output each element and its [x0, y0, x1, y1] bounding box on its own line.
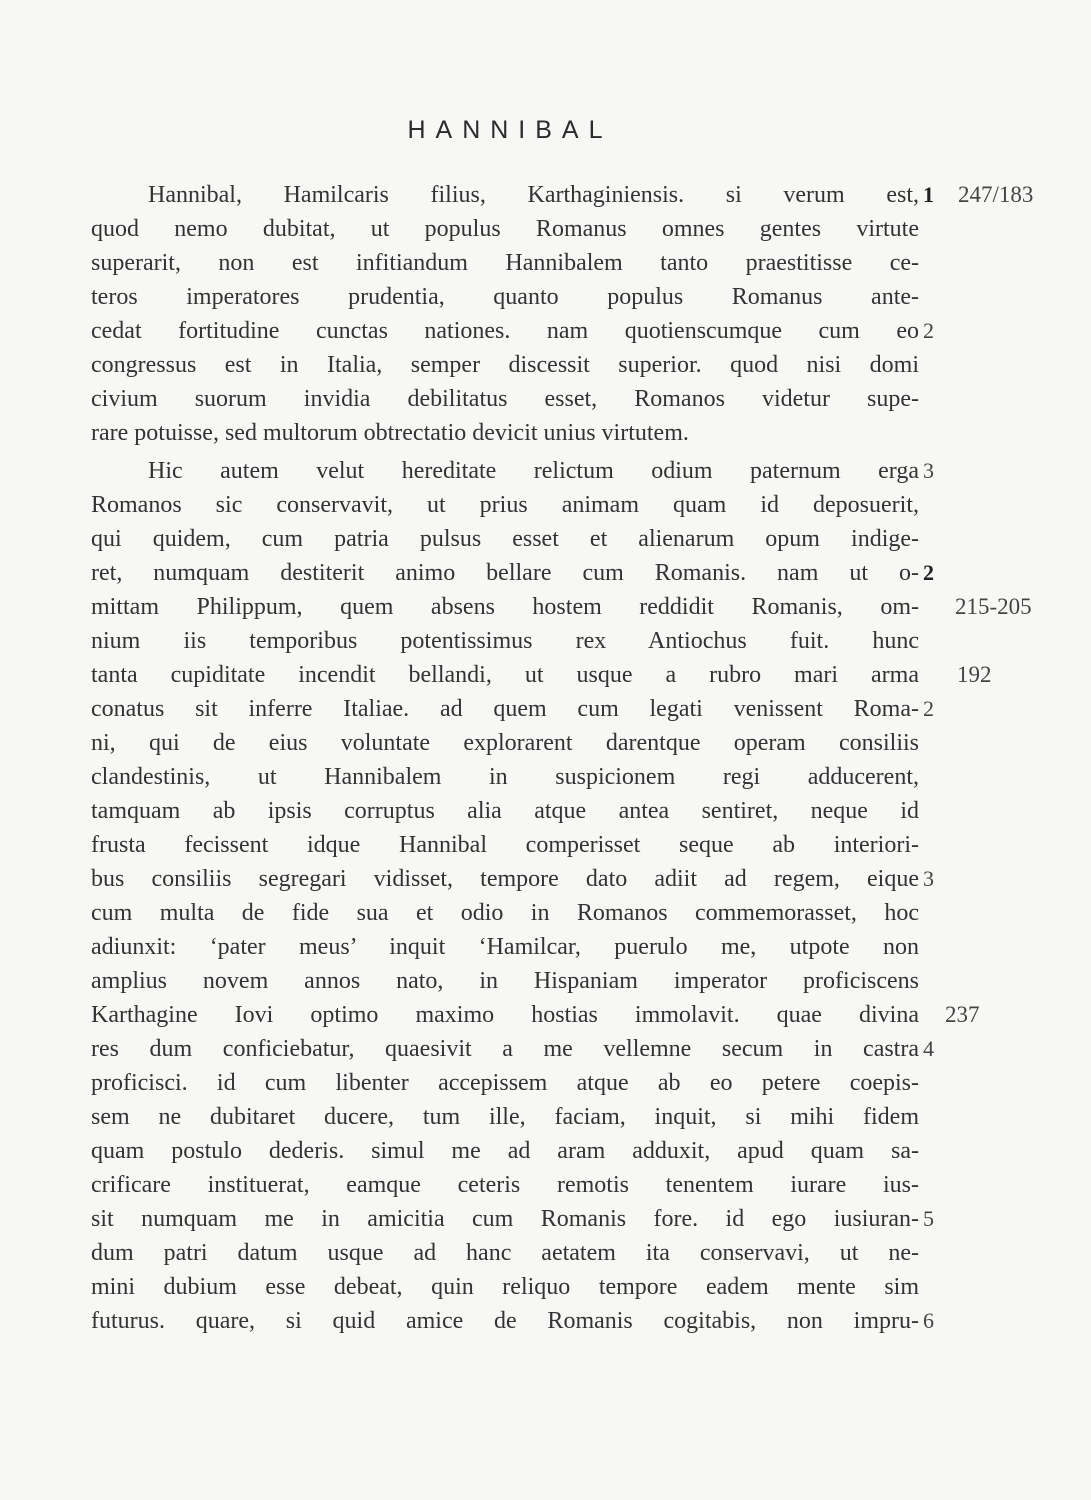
- text-line: proficisci. id cum libenter accepissem atque ab eo petere coepis-: [91, 1070, 919, 1096]
- text-line: rare potuisse, sed multorum obtrectatio devicit unius virtutem.: [91, 420, 689, 446]
- section-number: 6: [923, 1308, 934, 1333]
- year-note: 237: [945, 1002, 980, 1027]
- text-line: sem ne dubitaret ducere, tum ille, faciam, inquit, si mihi fidem: [91, 1104, 919, 1130]
- text-line: Hannibal, Hamilcaris filius, Karthaginiensis. si verum est,: [148, 182, 919, 208]
- text-line: futurus. quare, si quid amice de Romanis cogitabis, non impru-: [91, 1308, 919, 1334]
- text-line: civium suorum invidia debilitatus esset, Romanos videtur supe-: [91, 386, 919, 412]
- text-line: dum patri datum usque ad hanc aetatem ita conservavi, ut ne-: [91, 1240, 919, 1266]
- text-line: teros imperatores prudentia, quanto populus Romanus ante-: [91, 284, 919, 310]
- text-line: clandestinis, ut Hannibalem in suspicionem regi adducerent,: [91, 764, 919, 790]
- text-line: quam postulo dederis. simul me ad aram adduxit, apud quam sa-: [91, 1138, 919, 1164]
- text-line: tanta cupiditate incendit bellandi, ut usque a rubro mari arma: [91, 662, 919, 688]
- text-line: congressus est in Italia, semper discessit superior. quod nisi domi: [91, 352, 919, 378]
- text-line: res dum conficiebatur, quaesivit a me vellemne secum in castra: [91, 1036, 919, 1062]
- text-line: ni, qui de eius voluntate explorarent darentque operam consiliis: [91, 730, 919, 756]
- text-line: sit numquam me in amicitia cum Romanis fore. id ego iusiuran-: [91, 1206, 919, 1232]
- section-number: 2: [923, 560, 934, 585]
- text-line: cedat fortitudine cunctas nationes. nam quotienscumque cum eo: [91, 318, 919, 344]
- section-number: 5: [923, 1206, 934, 1231]
- text-line: Hic autem velut hereditate relictum odium paternum erga: [148, 458, 919, 484]
- text-line: mittam Philippum, quem absens hostem reddidit Romanis, om-: [91, 594, 919, 620]
- section-number: 2: [923, 318, 934, 343]
- text-line: Karthagine Iovi optimo maximo hostias immolavit. quae divina: [91, 1002, 919, 1028]
- text-line: frusta fecissent idque Hannibal comperisset seque ab interiori-: [91, 832, 919, 858]
- text-line: Romanos sic conservavit, ut prius animam quam id deposuerit,: [91, 492, 919, 518]
- year-note: 215-205: [955, 594, 1032, 619]
- text-line: bus consiliis segregari vidisset, tempore dato adiit ad regem, eique: [91, 866, 919, 892]
- text-line: cum multa de fide sua et odio in Romanos commemorasset, hoc: [91, 900, 919, 926]
- section-number: 3: [923, 458, 934, 483]
- year-note: 247/183: [958, 182, 1034, 207]
- chapter-title: HANNIBAL: [407, 116, 613, 144]
- section-number: 2: [923, 696, 934, 721]
- text-line: tamquam ab ipsis corruptus alia atque antea sentiret, neque id: [91, 798, 919, 824]
- text-line: superarit, non est infitiandum Hannibalem tanto praestitisse ce-: [91, 250, 919, 276]
- text-line: nium iis temporibus potentissimus rex Antiochus fuit. hunc: [91, 628, 919, 654]
- section-number: 1: [923, 182, 934, 207]
- text-line: qui quidem, cum patria pulsus esset et alienarum opum indige-: [91, 526, 919, 552]
- text-line: quod nemo dubitat, ut populus Romanus omnes gentes virtute: [91, 216, 919, 242]
- section-number: 3: [923, 866, 934, 891]
- text-line: adiunxit: ‘pater meus’ inquit ‘Hamilcar, puerulo me, utpote non: [91, 934, 919, 960]
- text-line: mini dubium esse debeat, quin reliquo tempore eadem mente sim: [91, 1274, 919, 1300]
- year-note: 192: [957, 662, 992, 687]
- text-line: conatus sit inferre Italiae. ad quem cum legati venissent Roma-: [91, 696, 919, 722]
- text-line: crificare instituerat, eamque ceteris remotis tenentem iurare ius-: [91, 1172, 919, 1198]
- section-number: 4: [923, 1036, 934, 1061]
- text-line: amplius novem annos nato, in Hispaniam imperator proficiscens: [91, 968, 919, 994]
- text-line: ret, numquam destiterit animo bellare cum Romanis. nam ut o-: [91, 560, 919, 586]
